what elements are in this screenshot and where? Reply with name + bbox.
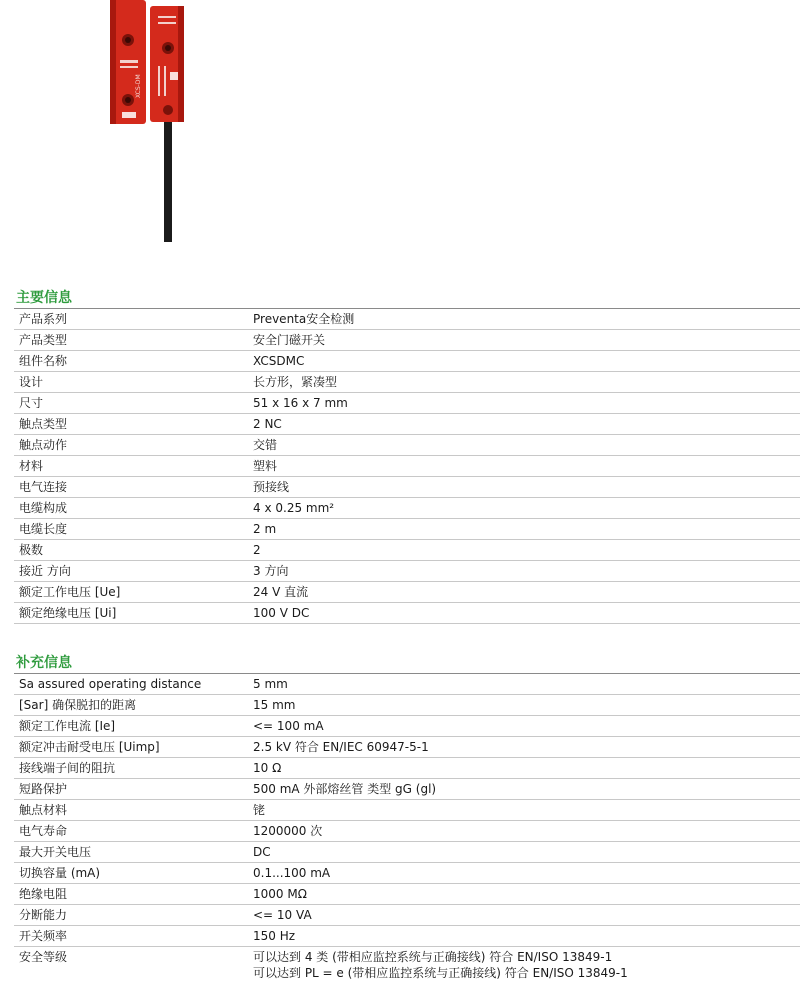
spec-value: 交错: [253, 438, 278, 452]
spec-row: [14, 758, 800, 779]
spec-row: [14, 737, 800, 758]
section-title: 主要信息: [16, 290, 72, 306]
spec-value: Preventa安全检测: [253, 312, 355, 326]
spec-value: 150 Hz: [253, 929, 296, 943]
spec-row: [14, 456, 800, 477]
spec-row: [14, 330, 800, 351]
spec-label: 设计: [19, 375, 44, 389]
spec-row: [14, 435, 800, 456]
spec-value: 500 mA 外部熔丝管 类型 gG (gl): [253, 782, 437, 796]
spec-value: 塑料: [253, 459, 278, 473]
spec-label: 电缆构成: [19, 501, 68, 515]
spec-label: 额定绝缘电压 [Ui]: [19, 606, 117, 620]
magnetic-safety-switch-photo: [104, 0, 194, 242]
spec-value: 100 V DC: [253, 606, 310, 620]
spec-row: [14, 519, 800, 540]
spec-row: [14, 695, 800, 716]
spec-label: Sa assured operating distance: [19, 677, 202, 691]
spec-label: 极数: [19, 543, 44, 557]
spec-label: 材料: [19, 459, 44, 473]
spec-label: 电气寿命: [19, 824, 68, 838]
spec-label: 额定冲击耐受电压 [Uimp]: [19, 740, 160, 754]
spec-label: 电气连接: [19, 480, 68, 494]
spec-value: 10 Ω: [253, 761, 282, 775]
spec-row: [14, 800, 800, 821]
spec-label: 分断能力: [19, 908, 68, 922]
spec-label: 接近 方向: [19, 564, 71, 578]
spec-label: 产品系列: [19, 312, 68, 326]
spec-row: [14, 498, 800, 519]
spec-row: [14, 821, 800, 842]
spec-value: 1000 MΩ: [253, 887, 307, 901]
spec-label: 触点动作: [19, 438, 68, 452]
spec-label: 接线端子间的阻抗: [19, 761, 116, 775]
spec-label: 组件名称: [19, 354, 68, 368]
spec-value: 1200000 次: [253, 824, 323, 838]
spec-value: 2.5 kV 符合 EN/IEC 60947-5-1: [253, 740, 429, 754]
spec-row: [14, 674, 800, 695]
spec-row: [14, 393, 800, 414]
spec-value: 铑: [253, 803, 266, 817]
spec-label: 切换容量 (mA): [19, 866, 101, 880]
spec-row: [14, 779, 800, 800]
spec-label: 额定工作电流 [Ie]: [19, 719, 116, 733]
product-photo: [104, 0, 194, 242]
spec-label: 安全等级: [19, 950, 68, 964]
spec-label: 最大开关电压: [19, 845, 92, 859]
spec-label: 触点类型: [19, 417, 68, 431]
spec-label: 产品类型: [19, 333, 68, 347]
spec-value: XCSDMC: [253, 354, 305, 368]
spec-value: 3 方向: [253, 564, 289, 578]
spec-label: 尺寸: [19, 396, 44, 410]
extra-info-section: [14, 653, 800, 983]
spec-row: [14, 603, 800, 624]
spec-value-line: 可以达到 PL = e (带相应监控系统与正确接线) 符合 EN/ISO 13849-1: [253, 966, 628, 980]
spec-row: [14, 309, 800, 330]
spec-row: [14, 540, 800, 561]
spec-row: [14, 351, 800, 372]
spec-value: DC: [253, 845, 271, 859]
spec-label: [Sar] 确保脱扣的距离: [19, 698, 137, 712]
spec-row: [14, 477, 800, 498]
spec-row-safety-level: [14, 947, 800, 983]
spec-label: 电缆长度: [19, 522, 68, 536]
spec-value: 15 mm: [253, 698, 296, 712]
section-title: 补充信息: [16, 655, 72, 671]
spec-value: 2: [253, 543, 261, 557]
spec-label: 额定工作电压 [Ue]: [19, 585, 121, 599]
main-info-section: [14, 288, 800, 624]
spec-value: 4 x 0.25 mm²: [253, 501, 335, 515]
spec-label: 短路保护: [19, 782, 68, 796]
spec-value-line: 可以达到 4 类 (带相应监控系统与正确接线) 符合 EN/ISO 13849-1: [253, 950, 613, 964]
spec-label: 绝缘电阻: [19, 887, 68, 901]
spec-value: <= 100 mA: [253, 719, 324, 733]
spec-value: 2 NC: [253, 417, 282, 431]
spec-value: 预接线: [253, 480, 290, 494]
spec-value: 2 m: [253, 522, 277, 536]
spec-value: 24 V 直流: [253, 585, 309, 599]
spec-value: 5 mm: [253, 677, 288, 691]
spec-value: 51 x 16 x 7 mm: [253, 396, 348, 410]
spec-row: [14, 561, 800, 582]
spec-row: [14, 863, 800, 884]
spec-label: 开关频率: [19, 929, 68, 943]
spec-value: 0.1...100 mA: [253, 866, 331, 880]
spec-row: [14, 414, 800, 435]
spec-row: [14, 905, 800, 926]
spec-row: [14, 842, 800, 863]
spec-value: 安全门磁开关: [253, 333, 326, 347]
spec-value: <= 10 VA: [253, 908, 312, 922]
spec-row: [14, 926, 800, 947]
spec-row: [14, 884, 800, 905]
spec-value: [253, 949, 628, 981]
spec-value: 长方形，紧凑型: [253, 375, 338, 389]
spec-row: [14, 372, 800, 393]
svg-text:XCS-DM: XCS-DM: [135, 74, 142, 98]
spec-label: 触点材料: [19, 803, 68, 817]
spec-row: [14, 716, 800, 737]
spec-row: [14, 582, 800, 603]
